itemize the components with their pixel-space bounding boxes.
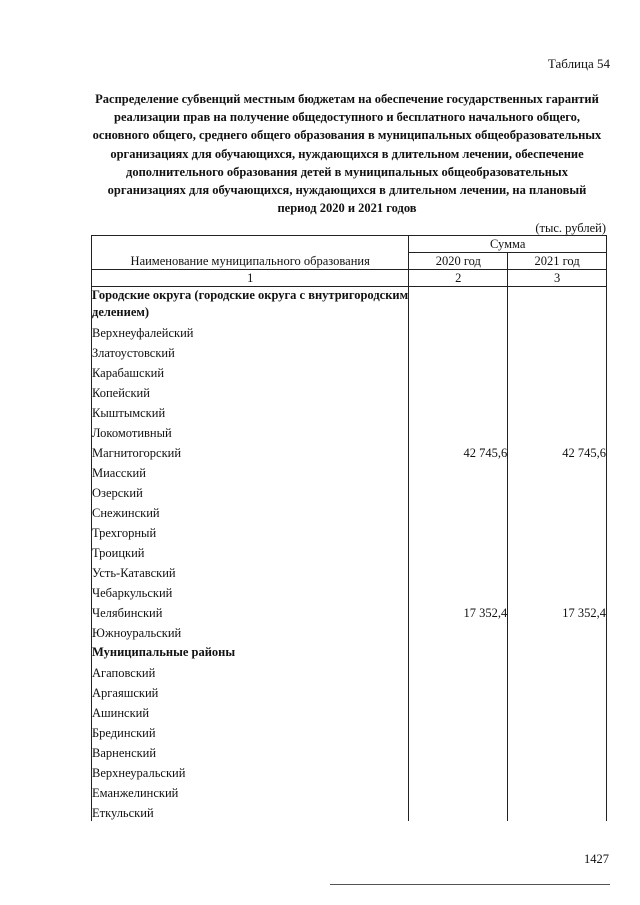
row-name: Трехгорный (92, 521, 409, 541)
row-value-2020 (409, 461, 508, 481)
row-name: Агаповский (92, 661, 409, 681)
column-number-2: 2 (409, 270, 508, 287)
table-row (92, 321, 607, 341)
column-number-row (92, 270, 607, 287)
row-name: Троицкий (92, 541, 409, 561)
row-value-2020 (409, 561, 508, 581)
row-value-2021 (508, 341, 607, 361)
table-row (92, 681, 607, 701)
row-value-2020 (409, 361, 508, 381)
row-value-2021 (508, 681, 607, 701)
row-value-2021 (508, 801, 607, 821)
table-row (92, 621, 607, 641)
row-value-2021 (508, 321, 607, 341)
row-value-2021 (508, 621, 607, 641)
table-row (92, 501, 607, 521)
row-name: Кыштымский (92, 401, 409, 421)
footer-rule (330, 884, 610, 885)
table-row (92, 541, 607, 561)
row-name: Златоустовский (92, 341, 409, 361)
row-value-2020 (409, 481, 508, 501)
row-name: Верхнеуральский (92, 761, 409, 781)
table-label: Таблица 54 (547, 56, 610, 71)
row-value-2021 (508, 781, 607, 801)
row-name: Ашинский (92, 701, 409, 721)
row-value-2020 (409, 801, 508, 821)
row-value-2021 (508, 421, 607, 441)
table-title: Распределение субвенций местным бюджетам на обеспечение государственных гарантий реализации прав на получение общедоступного и бесплатного начального общего, основного общего, среднего общего образования в муниципальных общеобразовательных организациях для обучающихся, нуждающихся в длительном лечении, обеспечение дополнительного образования детей в муниципальных общеобразовательных организациях для обучающихся, нуждающихся в длительном лечении, на плановый период 2020 и 2021 годов (92, 92, 602, 216)
row-value-2021: 17 352,4 (508, 601, 607, 621)
row-value-2020: 17 352,4 (409, 601, 508, 621)
page-number: 1427 (584, 852, 609, 866)
row-value-2021 (508, 721, 607, 741)
row-value-2021 (508, 581, 607, 601)
row-value-2020 (409, 641, 508, 661)
header-sum: Сумма (409, 236, 607, 253)
row-value-2020 (409, 541, 508, 561)
table-row (92, 441, 607, 461)
row-value-2021 (508, 481, 607, 501)
row-value-2020 (409, 381, 508, 401)
table-row (92, 461, 607, 481)
row-value-2021 (508, 501, 607, 521)
table-row (92, 701, 607, 721)
row-value-2020 (409, 421, 508, 441)
header-year-2020: 2020 год (409, 253, 508, 270)
row-value-2021 (508, 661, 607, 681)
row-value-2020 (409, 701, 508, 721)
row-value-2020 (409, 661, 508, 681)
column-number-3: 3 (508, 270, 607, 287)
row-value-2021 (508, 461, 607, 481)
row-name: Челябинский (92, 601, 409, 621)
row-name: Усть-Катавский (92, 561, 409, 581)
table-row (92, 421, 607, 441)
table-row (92, 521, 607, 541)
row-name: Копейский (92, 381, 409, 401)
table-group-row (92, 287, 607, 322)
table-row (92, 741, 607, 761)
row-name: Карабашский (92, 361, 409, 381)
row-value-2021 (508, 541, 607, 561)
row-value-2020 (409, 501, 508, 521)
table-row (92, 661, 607, 681)
row-name: Городские округа (городские округа с внутригородским делением) (92, 288, 409, 319)
row-value-2020 (409, 341, 508, 361)
row-name: Озерский (92, 481, 409, 501)
units-label: (тыс. рублей) (535, 221, 606, 235)
row-value-2021 (508, 761, 607, 781)
row-value-2020 (409, 581, 508, 601)
table-group-row (92, 641, 607, 661)
row-name: Снежинский (92, 501, 409, 521)
table-row (92, 381, 607, 401)
row-value-2020 (409, 287, 508, 322)
row-name: Миасский (92, 461, 409, 481)
table-row (92, 361, 607, 381)
table-row (92, 801, 607, 821)
row-name: Варненский (92, 741, 409, 761)
row-value-2021 (508, 287, 607, 322)
table-row (92, 581, 607, 601)
column-number-1: 1 (92, 270, 409, 287)
row-value-2021 (508, 641, 607, 661)
row-value-2020 (409, 521, 508, 541)
row-value-2021 (508, 521, 607, 541)
row-name: Магнитогорский (92, 441, 409, 461)
table-row (92, 721, 607, 741)
row-name: Верхнеуфалейский (92, 321, 409, 341)
row-name: Брединский (92, 721, 409, 741)
row-value-2021 (508, 381, 607, 401)
row-value-2020 (409, 781, 508, 801)
row-value-2020 (409, 621, 508, 641)
row-value-2021 (508, 701, 607, 721)
row-value-2021: 42 745,6 (508, 441, 607, 461)
row-name: Аргаяшский (92, 681, 409, 701)
row-value-2021 (508, 361, 607, 381)
header-name-column: Наименование муниципального образования (92, 236, 409, 270)
table-row (92, 481, 607, 501)
row-name: Еманжелинский (92, 781, 409, 801)
row-value-2021 (508, 401, 607, 421)
row-value-2020 (409, 321, 508, 341)
row-value-2020: 42 745,6 (409, 441, 508, 461)
row-name: Локомотивный (92, 421, 409, 441)
row-value-2020 (409, 681, 508, 701)
row-name: Муниципальные районы (92, 641, 409, 661)
row-value-2020 (409, 761, 508, 781)
table-row (92, 341, 607, 361)
row-value-2021 (508, 741, 607, 761)
table-row (92, 401, 607, 421)
row-value-2020 (409, 721, 508, 741)
row-name: Южноуральский (92, 621, 409, 641)
row-name: Чебаркульский (92, 581, 409, 601)
header-year-2021: 2021 год (508, 253, 607, 270)
table-row (92, 561, 607, 581)
row-name: Еткульский (92, 801, 409, 821)
row-value-2021 (508, 561, 607, 581)
row-value-2020 (409, 401, 508, 421)
row-value-2020 (409, 741, 508, 761)
subsidy-table (91, 235, 607, 821)
table-row (92, 781, 607, 801)
table-row (92, 601, 607, 621)
table-row (92, 761, 607, 781)
